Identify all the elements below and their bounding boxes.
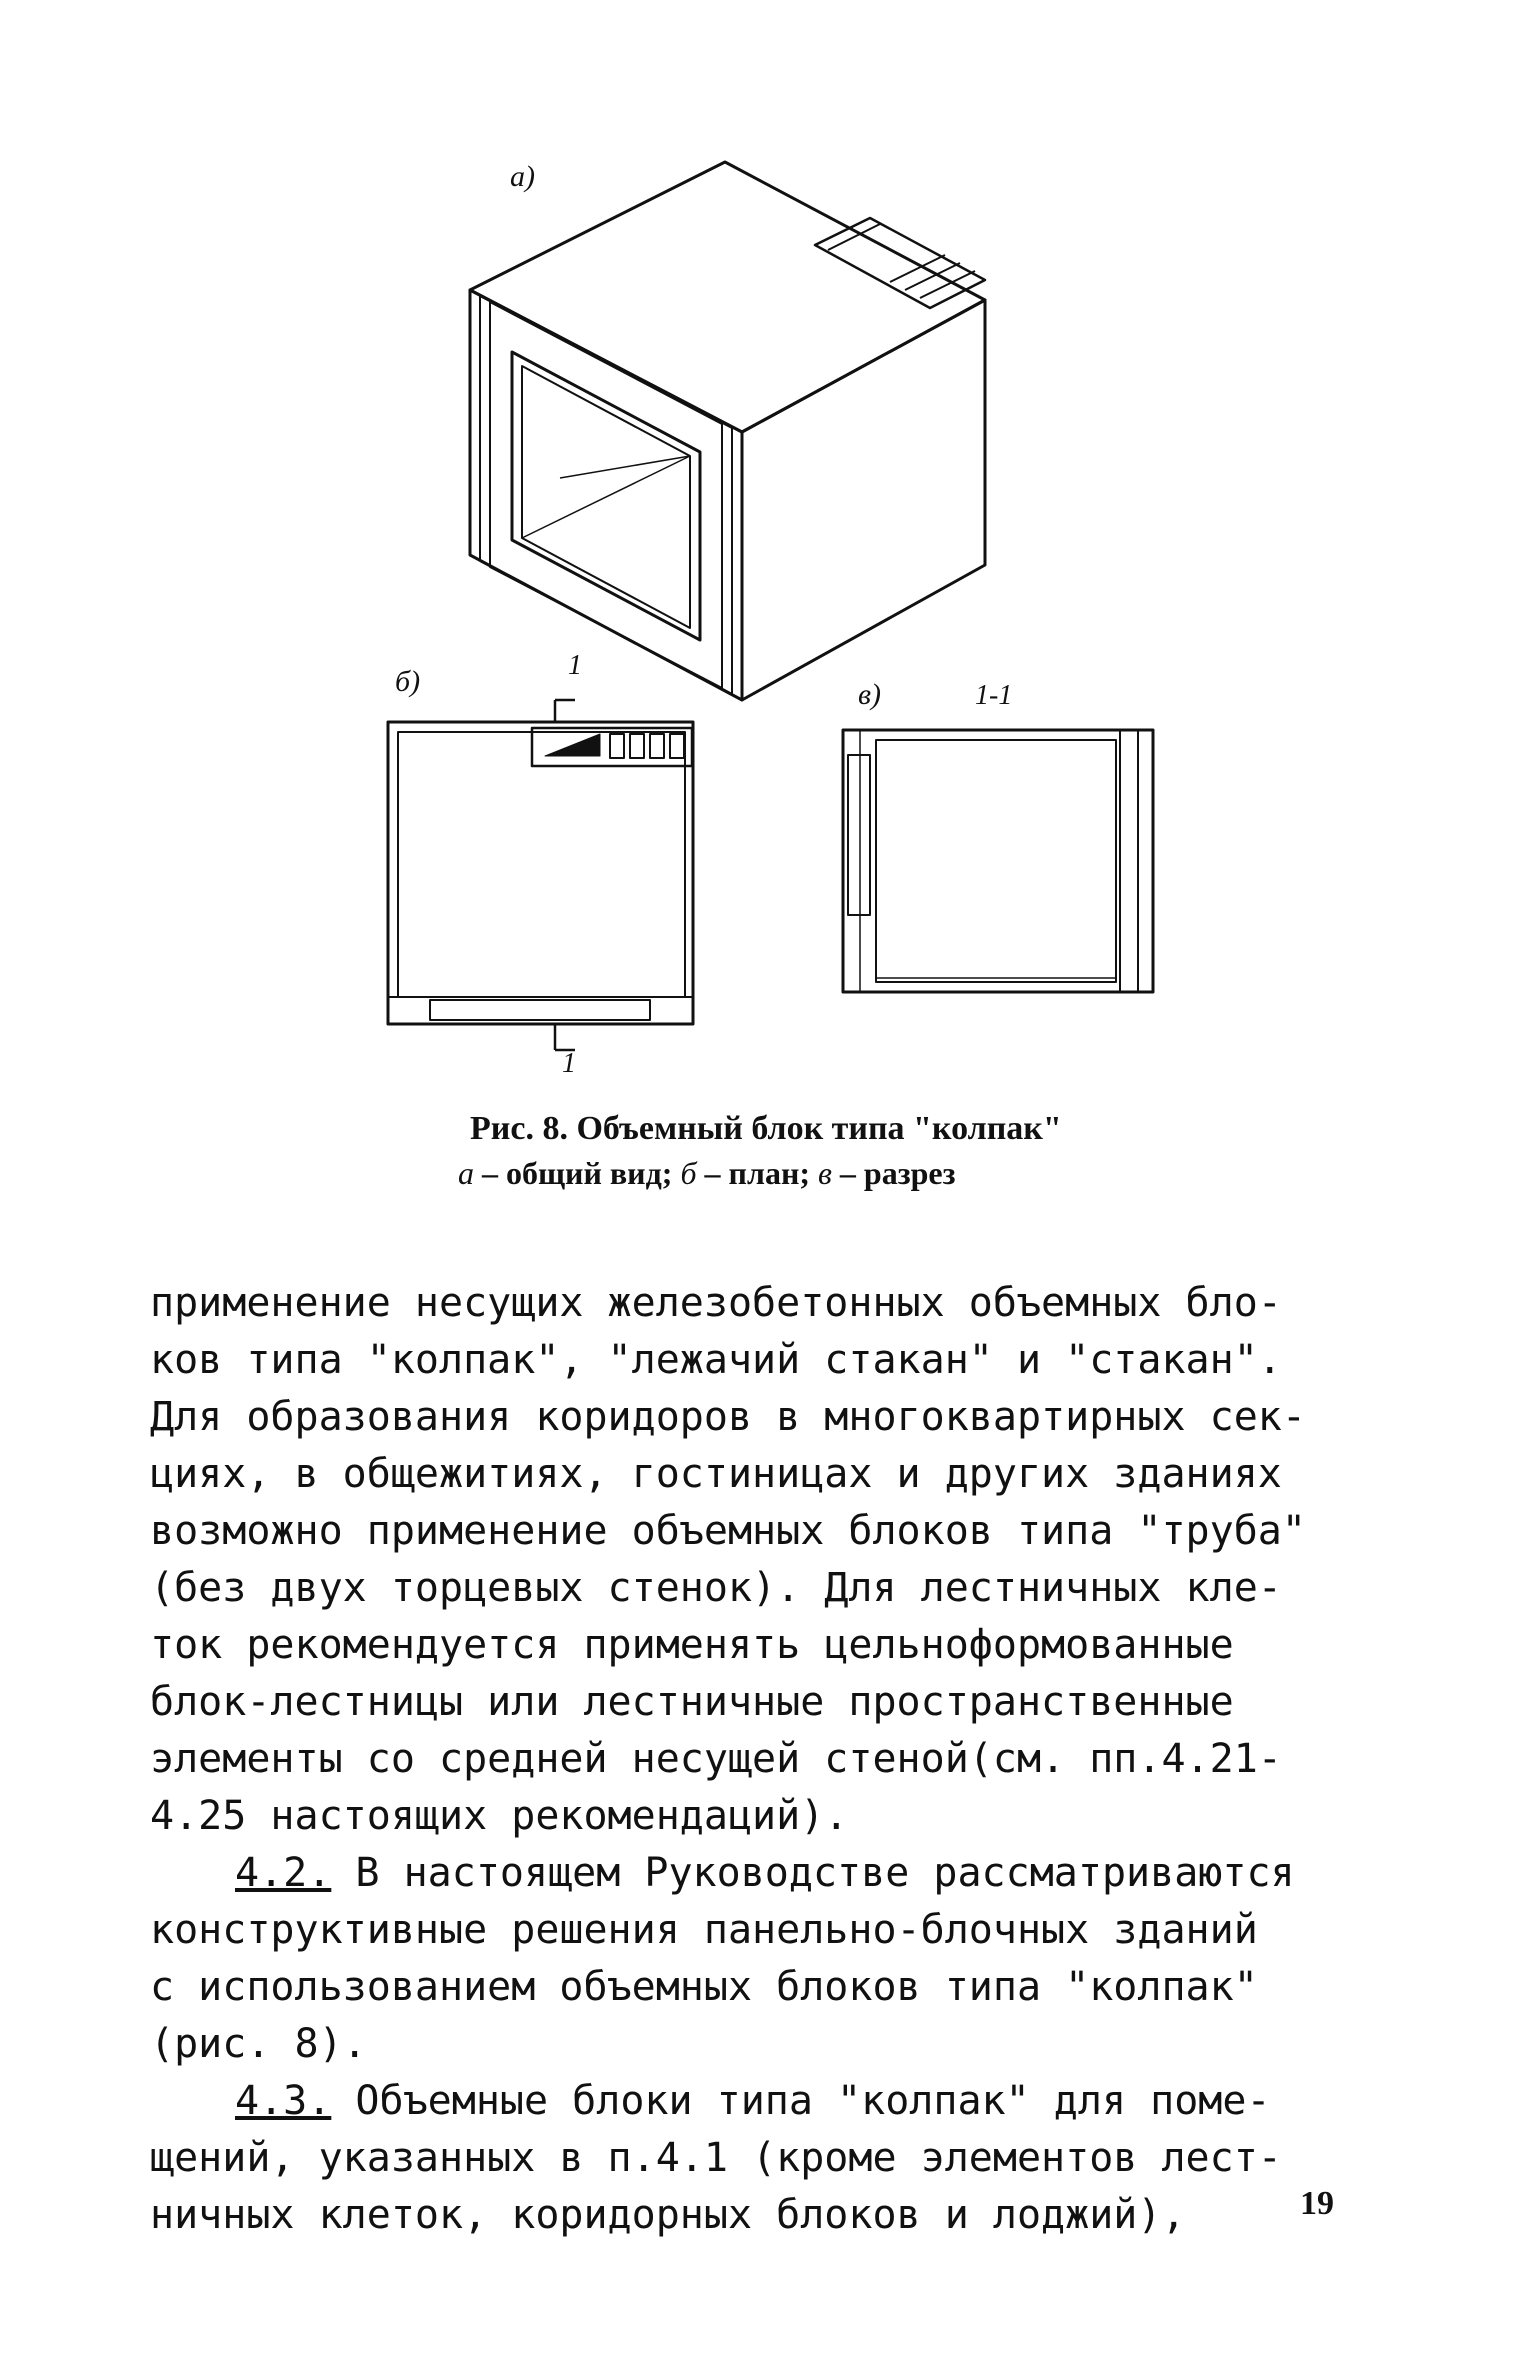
section-title-label: 1-1 — [975, 680, 1013, 711]
paragraph-4-2-first-line: 4.2. В настоящем Руководстве рассматриваются — [235, 1850, 1295, 1896]
caption-title: Рис. 8. Объемный блок типа "колпак" — [470, 1110, 1062, 1147]
section-mark-bottom-label: 1 — [562, 1048, 576, 1079]
body-line: с использованием объемных блоков типа "колпак" — [150, 1964, 1258, 2010]
body-line: ков типа "колпак", "лежачий стакан" и "стакан". — [150, 1337, 1282, 1383]
body-line: ток рекомендуется применять цельноформованные — [150, 1622, 1234, 1668]
isometric-block-drawing — [470, 162, 985, 700]
body-line: ничных клеток, коридорных блоков и лоджий), — [150, 2192, 1186, 2238]
plan-drawing — [388, 700, 693, 1050]
figure-label-b: б) — [395, 665, 421, 698]
paragraph-4-3-first-line: 4.3. Объемные блоки типа "колпак" для поме- — [235, 2078, 1271, 2124]
section-drawing — [843, 730, 1153, 992]
body-line: щений, указанных в п.4.1 (кроме элементов лест- — [150, 2135, 1282, 2181]
body-line: циях, в общежитиях, гостиницах и других зданиях — [150, 1451, 1282, 1497]
body-line: конструктивные решения панельно-блочных зданий — [150, 1907, 1258, 1953]
paragraph-4-3-number: 4.3. — [235, 2078, 332, 2124]
page-number: 19 — [1300, 2185, 1334, 2222]
body-line: (без двух торцевых стенок). Для лестничных кле- — [150, 1565, 1282, 1611]
body-line: возможно применение объемных блоков типа "труба" — [150, 1508, 1306, 1554]
body-line: (рис. 8). — [150, 2021, 367, 2067]
caption-legend: а – общий вид; б – план; в – разрез — [458, 1155, 956, 1191]
body-line: применение несущих железобетонных объемных бло- — [150, 1280, 1282, 1326]
paragraph-4-2-number: 4.2. — [235, 1850, 332, 1896]
section-mark-top-label: 1 — [568, 650, 582, 681]
figure-8 — [0, 0, 1536, 1100]
body-text — [150, 1275, 1380, 2244]
figure-drawings — [0, 0, 1536, 1100]
body-line: Для образования коридоров в многоквартирных сек- — [150, 1394, 1306, 1440]
body-line: блок-лестницы или лестничные пространственные — [150, 1679, 1234, 1725]
body-line: элементы со средней несущей стеной(см. пп.4.21- — [150, 1736, 1282, 1782]
body-line: 4.25 настоящих рекомендаций). — [150, 1793, 849, 1839]
figure-label-v: в) — [858, 678, 882, 711]
figure-label-a: а) — [510, 160, 535, 193]
